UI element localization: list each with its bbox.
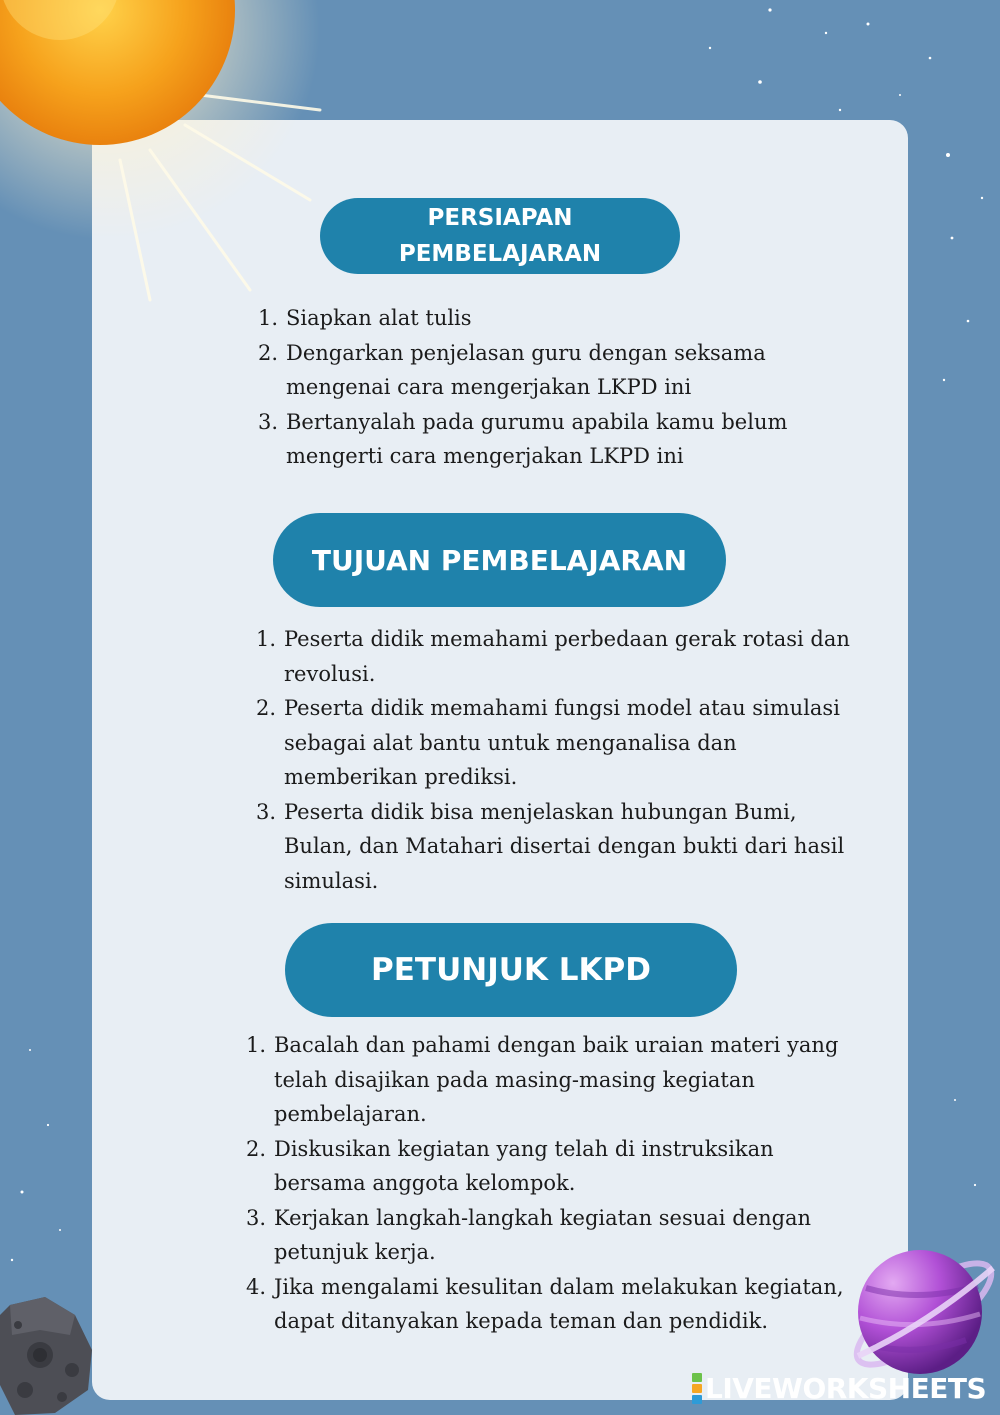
section-heading-petunjuk: PETUNJUK LKPD [285, 923, 737, 1017]
ringed-planet-illustration [838, 1228, 1000, 1388]
list-item: 3. Kerjakan langkah-langkah kegiatan sesuai dengan petunjuk kerja. [246, 1205, 812, 1264]
persiapan-list [258, 301, 862, 474]
sun-illustration [0, 0, 330, 330]
asteroid-illustration [0, 1295, 100, 1415]
section-heading-persiapan: PERSIAPAN PEMBELAJARAN [320, 198, 680, 274]
list-item: 4. Jika mengalami kesulitan dalam melakukan kegiatan, dapat ditanyakan kepada teman dan pendidik. [246, 1274, 844, 1333]
list-item: 1. Bacalah dan pahami dengan baik uraian materi yang telah disajikan pada masing-masing kegiatan pembelajaran. [246, 1033, 839, 1126]
list-item: 2. Dengarkan penjelasan guru dengan seksama mengenai cara mengerjakan LKPD ini [258, 340, 766, 399]
list-item: 1. Peserta didik memahami perbedaan gerak rotasi dan revolusi. [256, 627, 850, 686]
liveworksheets-logo-icon [692, 1373, 702, 1404]
list-item: 2. Diskusikan kegiatan yang telah di instruksikan bersama anggota kelompok. [246, 1136, 774, 1195]
section-heading-tujuan: TUJUAN PEMBELAJARAN [273, 513, 726, 607]
list-item: 3. Peserta didik bisa menjelaskan hubungan Bumi, Bulan, dan Matahari disertai dengan bukti dari hasil simulasi. [256, 799, 845, 893]
list-item: 1. Siapkan alat tulis [258, 306, 472, 330]
list-item: 3. Bertanyalah pada gurumu apabila kamu belum mengerti cara mengerjakan LKPD ini [258, 409, 788, 468]
brand-name: LIVEWORKSHEETS [705, 1371, 987, 1405]
list-item: 2. Peserta didik memahami fungsi model atau simulasi sebagai alat bantu untuk menganalisa dan memberikan prediksi. [256, 696, 840, 789]
petunjuk-list [246, 1028, 850, 1339]
liveworksheets-watermark [692, 1370, 986, 1406]
tujuan-list [256, 622, 860, 898]
